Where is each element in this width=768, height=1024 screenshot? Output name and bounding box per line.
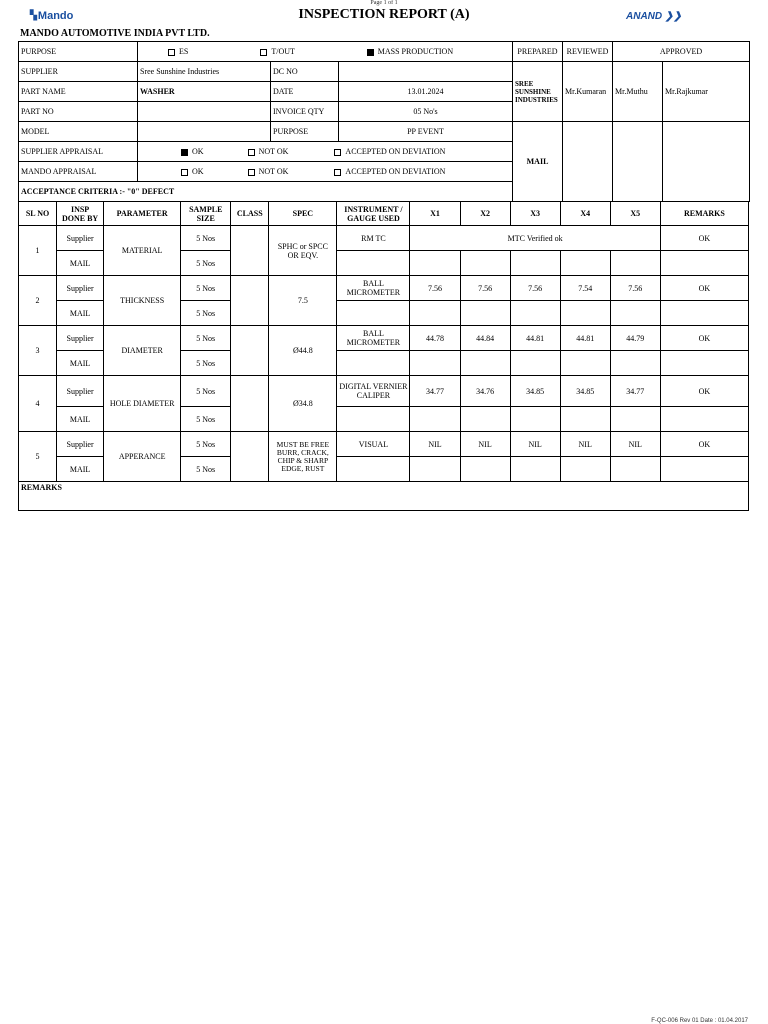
parameter: APPERANCE (104, 432, 181, 482)
x1-value: 44.78 (410, 326, 460, 351)
remarks-cell: OK (660, 276, 748, 301)
col-insp-done-by: INSP DONE BY (57, 202, 104, 226)
purpose-options: ES T/OUT MASS PRODUCTION (138, 42, 513, 62)
checkbox-supplier-deviation[interactable] (334, 149, 341, 156)
approved-sign (663, 122, 750, 202)
sample-size: 5 Nos (181, 351, 231, 376)
table-row (19, 326, 749, 351)
inspection-table (18, 201, 749, 511)
sample-size: 5 Nos (181, 407, 231, 432)
col-parameter: PARAMETER (104, 202, 181, 226)
part-name-label: PART NAME (19, 82, 138, 102)
sl-no: 2 (19, 276, 57, 326)
remarks-label: REMARKS (19, 482, 749, 511)
x5-value: 34.77 (610, 376, 660, 407)
sl-no: 5 (19, 432, 57, 482)
part-name-value: WASHER (138, 82, 271, 102)
date-value: 13.01.2024 (339, 82, 513, 102)
x5-value: 44.79 (610, 326, 660, 351)
sl-no: 1 (19, 226, 57, 276)
checkbox-mando-ok[interactable] (181, 169, 188, 176)
x1-value: 7.56 (410, 276, 460, 301)
parameter: DIAMETER (104, 326, 181, 376)
spec: Ø44.8 (269, 326, 337, 376)
sample-size: 5 Nos (181, 326, 231, 351)
sample-size: 5 Nos (181, 457, 231, 482)
x3-value: NIL (510, 432, 560, 457)
remarks-cell: OK (660, 432, 748, 457)
page-number: Page 1 of 1 (370, 0, 398, 6)
x3-value: 7.56 (510, 276, 560, 301)
remarks-row (19, 482, 749, 511)
purpose-label: PURPOSE (19, 42, 138, 62)
part-no-value (138, 102, 271, 122)
x2-value: 34.76 (460, 376, 510, 407)
instrument: DIGITAL VERNIER CALIPER (337, 376, 410, 407)
spec: Ø34.8 (269, 376, 337, 432)
invoice-label: INVOICE QTY (271, 102, 339, 122)
col-x5: X5 (610, 202, 660, 226)
instrument: BALL MICROMETER (337, 326, 410, 351)
instrument: RM TC (337, 226, 410, 251)
sample-size: 5 Nos (181, 301, 231, 326)
checkbox-supplier-notok[interactable] (248, 149, 255, 156)
parameter: MATERIAL (104, 226, 181, 276)
col-sl-no: SL NO (19, 202, 57, 226)
sl-no: 4 (19, 376, 57, 432)
x1-value: 34.77 (410, 376, 460, 407)
remarks-cell: OK (660, 326, 748, 351)
class-cell (231, 376, 269, 432)
header-table (18, 41, 750, 202)
insp-by-supplier: Supplier (57, 432, 104, 457)
spec: SPHC or SPCC OR EQV. (269, 226, 337, 276)
insp-by-mail: MAIL (57, 251, 104, 276)
supplier-label: SUPPLIER (19, 62, 138, 82)
x4-value: NIL (560, 432, 610, 457)
class-cell (231, 276, 269, 326)
company-name: MANDO AUTOMOTIVE INDIA PVT LTD. (20, 28, 210, 39)
insp-by-mail: MAIL (57, 407, 104, 432)
sl-no: 3 (19, 326, 57, 376)
checkbox-es[interactable] (168, 49, 175, 56)
purpose2-value: PP EVENT (339, 122, 513, 142)
col-sample-size: SAMPLE SIZE (181, 202, 231, 226)
reviewed-header: REVIEWED (563, 42, 613, 62)
col-remarks: REMARKS (660, 202, 748, 226)
prepared-by: Mr.Kumaran (563, 62, 613, 122)
insp-by-supplier: Supplier (57, 226, 104, 251)
sample-size: 5 Nos (181, 432, 231, 457)
invoice-value: 05 No's (339, 102, 513, 122)
class-cell (231, 432, 269, 482)
class-cell (231, 226, 269, 276)
x2-value: 7.56 (460, 276, 510, 301)
sample-size: 5 Nos (181, 376, 231, 407)
approved-by: Mr.Rajkumar (663, 62, 750, 122)
x1-value: NIL (410, 432, 460, 457)
purpose2-label: PURPOSE (271, 122, 339, 142)
checkbox-tout[interactable] (260, 49, 267, 56)
model-value (138, 122, 271, 142)
prepared-header: PREPARED (513, 42, 563, 62)
report-title: INSPECTION REPORT (A) (298, 7, 470, 22)
checkbox-mando-deviation[interactable] (334, 169, 341, 176)
insp-by-supplier: Supplier (57, 376, 104, 407)
col-x3: X3 (510, 202, 560, 226)
sign-company: SREE SUNSHINE INDUSTRIES (513, 62, 563, 122)
checkbox-mando-notok[interactable] (248, 169, 255, 176)
prepared-sign (563, 122, 613, 202)
approved-header: APPROVED (613, 42, 750, 62)
reviewed-sign (613, 122, 663, 202)
checkbox-mass-production[interactable] (367, 49, 374, 56)
document-footer: F-QC-006 Rev 01 Date : 01.04.2017 (651, 1018, 748, 1024)
anand-logo: ANAND ❯❯ (626, 11, 682, 22)
supplier-appraisal-options: OK NOT OK ACCEPTED ON DEVIATION (138, 142, 513, 162)
insp-by-supplier: Supplier (57, 276, 104, 301)
insp-by-mail: MAIL (57, 351, 104, 376)
insp-by-mail: MAIL (57, 301, 104, 326)
col-x4: X4 (560, 202, 610, 226)
spec: MUST BE FREE BURR, CRACK, CHIP & SHARP EDGE, RUST (269, 432, 337, 482)
x4-value: 44.81 (560, 326, 610, 351)
checkbox-supplier-ok[interactable] (181, 149, 188, 156)
column-header-row (19, 202, 749, 226)
col-x1: X1 (410, 202, 460, 226)
dc-label: DC NO (271, 62, 339, 82)
parameter: THICKNESS (104, 276, 181, 326)
model-label: MODEL (19, 122, 138, 142)
sample-size: 5 Nos (181, 226, 231, 251)
mando-appraisal-options: OK NOT OK ACCEPTED ON DEVIATION (138, 162, 513, 182)
acceptance-criteria: ACCEPTANCE CRITERIA :- "0" DEFECT (19, 182, 513, 202)
reviewed-by: Mr.Muthu (613, 62, 663, 122)
mail-sign: MAIL (513, 122, 563, 202)
mtc-verified: MTC Verified ok (410, 226, 660, 251)
col-spec: SPEC (269, 202, 337, 226)
x4-value: 34.85 (560, 376, 610, 407)
date-label: DATE (271, 82, 339, 102)
col-x2: X2 (460, 202, 510, 226)
col-class: CLASS (231, 202, 269, 226)
supplier-value: Sree Sunshine Industries (138, 62, 271, 82)
instrument: BALL MICROMETER (337, 276, 410, 301)
x2-value: NIL (460, 432, 510, 457)
table-row (19, 226, 749, 251)
remarks-cell: OK (660, 376, 748, 407)
spec: 7.5 (269, 276, 337, 326)
dc-value (339, 62, 513, 82)
supplier-appraisal-label: SUPPLIER APPRAISAL (19, 142, 138, 162)
x3-value: 34.85 (510, 376, 560, 407)
instrument: VISUAL (337, 432, 410, 457)
table-row (19, 432, 749, 457)
x5-value: 7.56 (610, 276, 660, 301)
col-instrument: INSTRUMENT / GAUGE USED (337, 202, 410, 226)
mando-appraisal-label: MANDO APPRAISAL (19, 162, 138, 182)
class-cell (231, 326, 269, 376)
remarks-cell: OK (660, 226, 748, 251)
x2-value: 44.84 (460, 326, 510, 351)
insp-by-mail: MAIL (57, 457, 104, 482)
x5-value: NIL (610, 432, 660, 457)
parameter: HOLE DIAMETER (104, 376, 181, 432)
insp-by-supplier: Supplier (57, 326, 104, 351)
sample-size: 5 Nos (181, 251, 231, 276)
part-no-label: PART NO (19, 102, 138, 122)
sample-size: 5 Nos (181, 276, 231, 301)
x3-value: 44.81 (510, 326, 560, 351)
table-row (19, 376, 749, 407)
mando-logo: ▚Mando (30, 10, 74, 22)
x4-value: 7.54 (560, 276, 610, 301)
table-row (19, 276, 749, 301)
